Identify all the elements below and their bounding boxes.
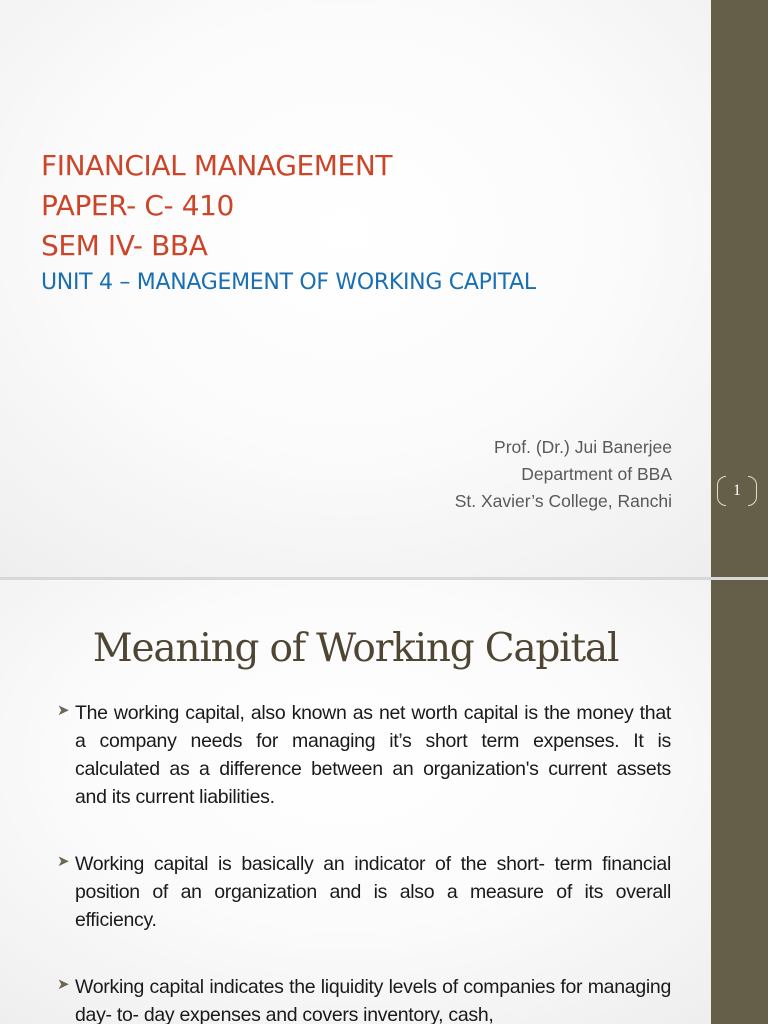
- bullet-text: Working capital is basically an indicator of the short- term financial position of an organization and is also a measure of its overall efficiency.: [75, 853, 671, 931]
- arrow-bullet-icon: ➤: [57, 976, 70, 993]
- title-block: [41, 146, 536, 300]
- slide-2: [0, 580, 768, 1024]
- slide-2-sidebar: [711, 580, 768, 1024]
- bullet-text: The working capital, also known as net worth capital is the money that a company needs for managing it’s short term expenses. It is calculated as a difference between an organization's current assets and its current liabilities.: [75, 702, 671, 808]
- slide-number-text: 1: [733, 482, 741, 499]
- bullet-text: Working capital indicates the liquidity levels of companies for managing day- to- day expenses and covers inventory, cash,: [75, 976, 671, 1024]
- bullet-list: [57, 699, 671, 1024]
- author-department: Department of BBA: [521, 464, 672, 484]
- slide-number: [714, 473, 760, 509]
- subtitle: UNIT 4 – MANAGEMENT OF WORKING CAPITAL: [41, 270, 536, 295]
- title-line: PAPER- C- 410: [41, 189, 234, 222]
- arrow-bullet-icon: ➤: [57, 702, 70, 719]
- slide-heading: Meaning of Working Capital: [92, 626, 619, 671]
- arrow-bullet-icon: ➤: [57, 853, 70, 870]
- title-line: FINANCIAL MANAGEMENT: [41, 149, 393, 182]
- title-line: SEM IV- BBA: [41, 229, 208, 262]
- bullet-item: [57, 699, 671, 811]
- bullet-item: [57, 973, 671, 1024]
- author-college: St. Xavier’s College, Ranchi: [454, 491, 672, 511]
- bullet-item: [57, 850, 671, 934]
- left-bracket-icon: [717, 476, 726, 506]
- author-name: Prof. (Dr.) Jui Banerjee: [494, 437, 672, 457]
- author-block: [455, 434, 672, 515]
- right-bracket-icon: [748, 476, 757, 506]
